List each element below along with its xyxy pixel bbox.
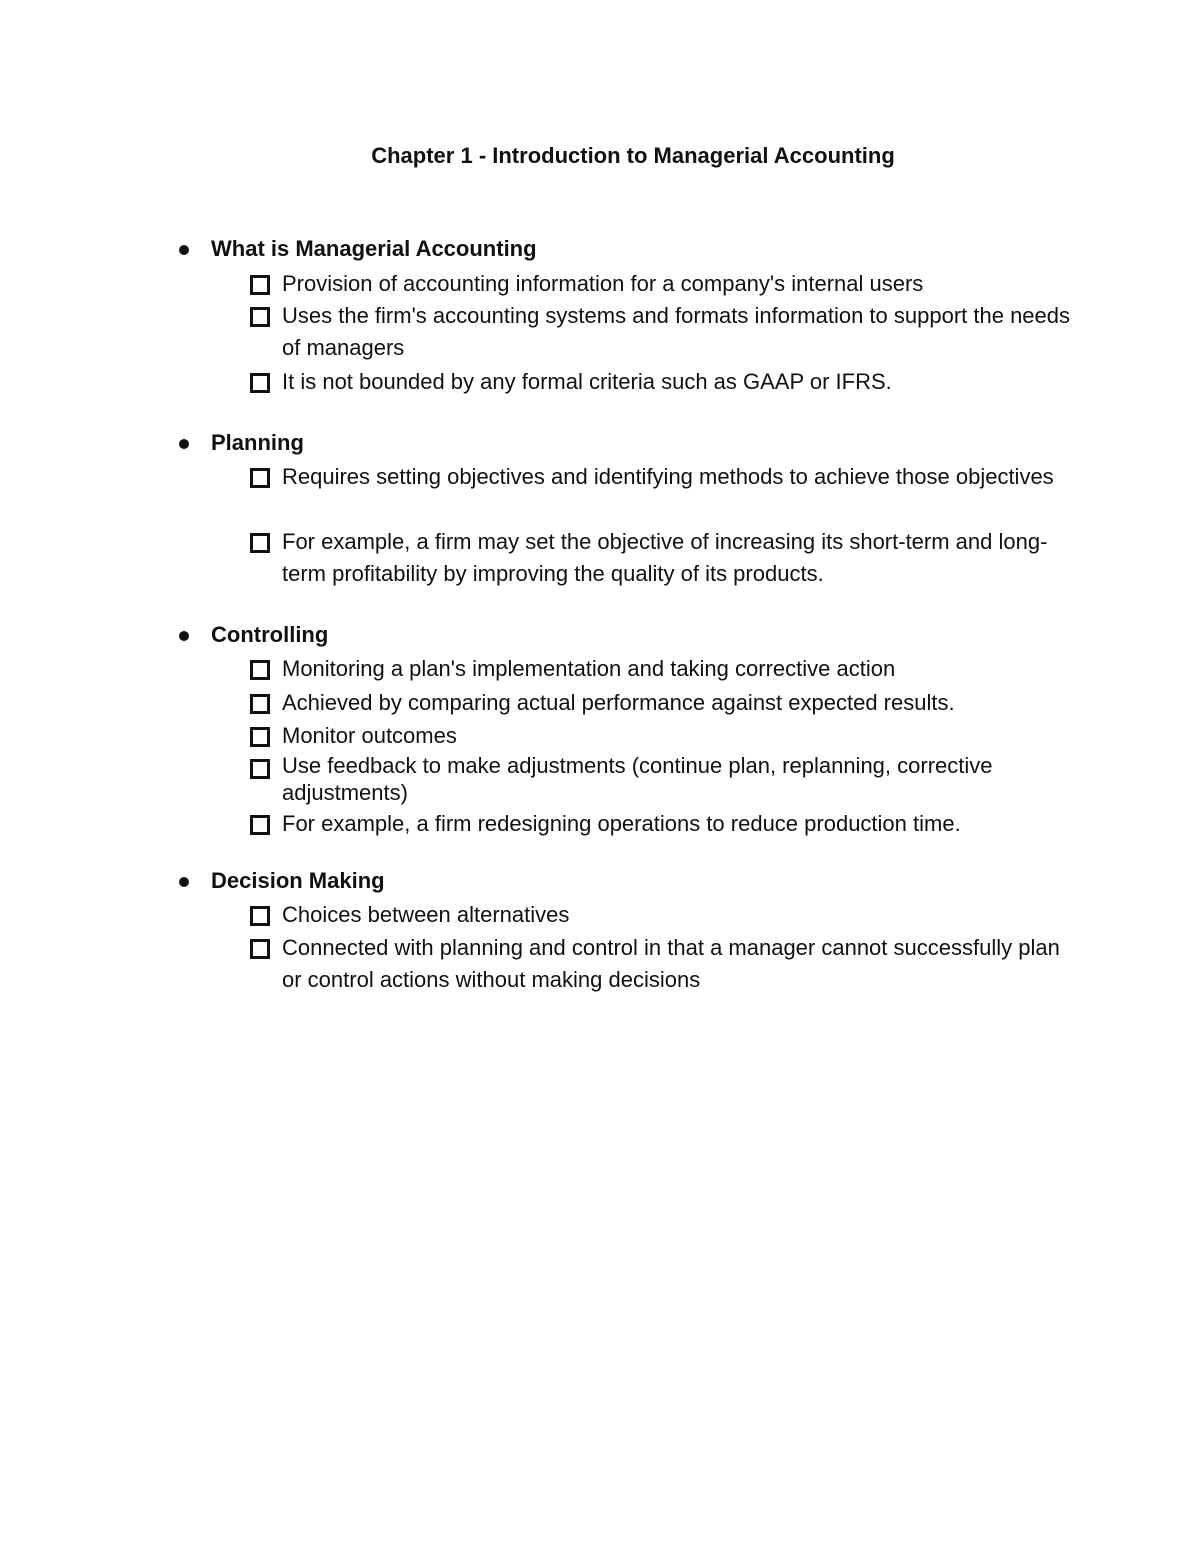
square-bullet-icon [250, 660, 270, 680]
section-heading: Planning [211, 430, 304, 455]
list-item-text: For example, a firm redesigning operations to reduce production time. [282, 811, 961, 836]
square-bullet-icon [250, 468, 270, 488]
list-item-text: Uses the firm's accounting systems and formats information to support the needs of managers [282, 303, 1071, 360]
list-item-text: Choices between alternatives [282, 902, 570, 927]
list-item-text: For example, a firm may set the objective of increasing its short-term and long-term profitability by improving the quality of its products. [282, 529, 1048, 586]
square-bullet-icon [250, 307, 270, 327]
square-bullet-icon [250, 373, 270, 393]
square-bullet-icon [250, 275, 270, 295]
bullet-dot-icon [179, 245, 189, 255]
list-item-text: Monitor outcomes [282, 723, 457, 748]
square-bullet-icon [250, 906, 270, 926]
bullet-dot-icon [179, 877, 189, 887]
bullet-dot-icon [179, 631, 189, 641]
square-bullet-icon [250, 759, 270, 779]
list-item-text: Provision of accounting information for a company's internal users [282, 271, 924, 296]
list-item-text: Achieved by comparing actual performance against expected results. [282, 690, 955, 715]
list-item-text: Requires setting objectives and identifying methods to achieve those objectives [282, 464, 1054, 489]
square-bullet-icon [250, 694, 270, 714]
square-bullet-icon [250, 815, 270, 835]
list-item-text: Use feedback to make adjustments (continue plan, replanning, corrective adjustments) [282, 753, 993, 805]
section-heading: What is Managerial Accounting [211, 236, 537, 261]
section-heading: Decision Making [211, 868, 385, 893]
list-item-text: It is not bounded by any formal criteria such as GAAP or IFRS. [282, 369, 892, 394]
square-bullet-icon [250, 533, 270, 553]
list-item-text: Monitoring a plan's implementation and taking corrective action [282, 656, 896, 681]
bullet-dot-icon [179, 439, 189, 449]
page-title: Chapter 1 - Introduction to Managerial Accounting [371, 143, 895, 168]
square-bullet-icon [250, 727, 270, 747]
list-item-text: Connected with planning and control in that a manager cannot successfully plan or control actions without making decisions [282, 935, 1060, 992]
section-heading: Controlling [211, 622, 329, 647]
square-bullet-icon [250, 939, 270, 959]
